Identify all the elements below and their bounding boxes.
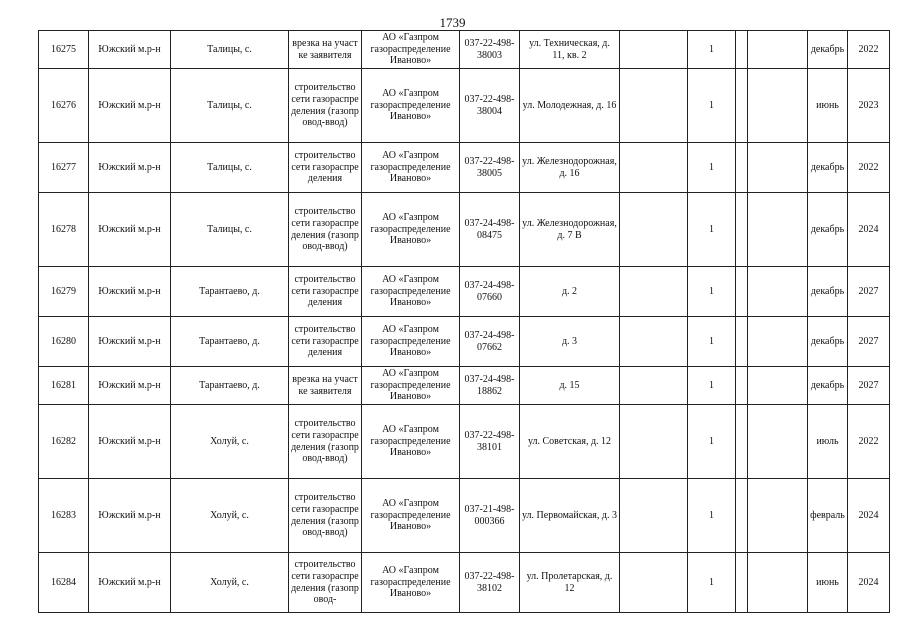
month-cell: декабрь [808,143,848,193]
empty-cell [620,479,688,553]
year-cell: 2027 [848,367,890,405]
organization-cell: АО «Газпром газораспределение Иваново» [362,405,460,479]
district-cell: Южский м.р-н [89,31,171,69]
empty-cell [748,317,808,367]
empty-cell [620,553,688,613]
spacer-cell [736,553,748,613]
object-code-cell: 037-22-498-38101 [460,405,520,479]
empty-cell [748,143,808,193]
work-type-cell: строительство сети газораспределения (газопровод-ввод) [289,69,362,143]
table-row [39,405,890,479]
organization-cell: АО «Газпром газораспределение Иваново» [362,193,460,267]
object-code-cell: 037-22-498-38003 [460,31,520,69]
empty-cell [620,367,688,405]
empty-cell [620,193,688,267]
table-row [39,267,890,317]
object-code-cell: 037-22-498-38005 [460,143,520,193]
year-cell: 2024 [848,553,890,613]
row-number-cell: 16278 [39,193,89,267]
table-row [39,317,890,367]
row-number-cell: 16284 [39,553,89,613]
district-cell: Южский м.р-н [89,553,171,613]
row-number-cell: 16275 [39,31,89,69]
quantity-cell: 1 [688,367,736,405]
empty-cell [748,405,808,479]
object-code-cell: 037-24-498-07660 [460,267,520,317]
empty-cell [748,479,808,553]
organization-cell: АО «Газпром газораспределение Иваново» [362,69,460,143]
district-cell: Южский м.р-н [89,143,171,193]
row-number-cell: 16277 [39,143,89,193]
locality-cell: Талицы, с. [171,69,289,143]
object-code-cell: 037-24-498-18862 [460,367,520,405]
locality-cell: Тарантаево, д. [171,367,289,405]
quantity-cell: 1 [688,405,736,479]
organization-cell: АО «Газпром газораспределение Иваново» [362,553,460,613]
month-cell: декабрь [808,267,848,317]
locality-cell: Холуй, с. [171,553,289,613]
address-cell: ул. Пролетарская, д. 12 [520,553,620,613]
district-cell: Южский м.р-н [89,317,171,367]
district-cell: Южский м.р-н [89,367,171,405]
locality-cell: Тарантаево, д. [171,267,289,317]
quantity-cell: 1 [688,69,736,143]
organization-cell: АО «Газпром газораспределение Иваново» [362,367,460,405]
table-row [39,479,890,553]
district-cell: Южский м.р-н [89,69,171,143]
empty-cell [748,193,808,267]
gasification-table [38,30,890,613]
empty-cell [620,317,688,367]
empty-cell [620,69,688,143]
address-cell: ул. Железнодорожная, д. 7 В [520,193,620,267]
table-row [39,367,890,405]
year-cell: 2027 [848,267,890,317]
object-code-cell: 037-24-498-08475 [460,193,520,267]
row-number-cell: 16283 [39,479,89,553]
quantity-cell: 1 [688,31,736,69]
spacer-cell [736,31,748,69]
year-cell: 2023 [848,69,890,143]
work-type-cell: строительство сети газораспределения (газопровод-ввод) [289,193,362,267]
spacer-cell [736,69,748,143]
month-cell: июнь [808,69,848,143]
month-cell: декабрь [808,317,848,367]
address-cell: ул. Железнодорожная, д. 16 [520,143,620,193]
work-type-cell: строительство сети газораспределения (газопровод-ввод) [289,405,362,479]
month-cell: июль [808,405,848,479]
quantity-cell: 1 [688,553,736,613]
spacer-cell [736,367,748,405]
row-number-cell: 16280 [39,317,89,367]
locality-cell: Холуй, с. [171,479,289,553]
year-cell: 2022 [848,405,890,479]
year-cell: 2024 [848,479,890,553]
table-body [39,31,890,613]
year-cell: 2022 [848,31,890,69]
table-row [39,143,890,193]
locality-cell: Тарантаево, д. [171,317,289,367]
empty-cell [748,553,808,613]
quantity-cell: 1 [688,479,736,553]
object-code-cell: 037-22-498-38004 [460,69,520,143]
empty-cell [748,31,808,69]
month-cell: декабрь [808,31,848,69]
row-number-cell: 16279 [39,267,89,317]
month-cell: июнь [808,553,848,613]
address-cell: д. 2 [520,267,620,317]
empty-cell [748,69,808,143]
row-number-cell: 16276 [39,69,89,143]
year-cell: 2027 [848,317,890,367]
month-cell: декабрь [808,367,848,405]
district-cell: Южский м.р-н [89,479,171,553]
object-code-cell: 037-22-498-38102 [460,553,520,613]
address-cell: ул. Советская, д. 12 [520,405,620,479]
spacer-cell [736,479,748,553]
work-type-cell: строительство сети газораспределения [289,143,362,193]
work-type-cell: врезка на участке заявителя [289,367,362,405]
spacer-cell [736,267,748,317]
table-row [39,69,890,143]
organization-cell: АО «Газпром газораспределение Иваново» [362,317,460,367]
row-number-cell: 16282 [39,405,89,479]
spacer-cell [736,317,748,367]
quantity-cell: 1 [688,143,736,193]
organization-cell: АО «Газпром газораспределение Иваново» [362,31,460,69]
locality-cell: Талицы, с. [171,193,289,267]
quantity-cell: 1 [688,317,736,367]
work-type-cell: строительство сети газораспределения (газопровод-ввод) [289,479,362,553]
address-cell: д. 15 [520,367,620,405]
work-type-cell: строительство сети газораспределения [289,267,362,317]
empty-cell [620,31,688,69]
locality-cell: Талицы, с. [171,143,289,193]
empty-cell [620,267,688,317]
month-cell: февраль [808,479,848,553]
locality-cell: Талицы, с. [171,31,289,69]
empty-cell [748,367,808,405]
address-cell: ул. Техническая, д. 11, кв. 2 [520,31,620,69]
address-cell: ул. Первомайская, д. 3 [520,479,620,553]
year-cell: 2024 [848,193,890,267]
work-type-cell: строительство сети газораспределения [289,317,362,367]
table-row [39,31,890,69]
spacer-cell [736,143,748,193]
object-code-cell: 037-24-498-07662 [460,317,520,367]
empty-cell [748,267,808,317]
month-cell: декабрь [808,193,848,267]
quantity-cell: 1 [688,267,736,317]
district-cell: Южский м.р-н [89,405,171,479]
organization-cell: АО «Газпром газораспределение Иваново» [362,143,460,193]
district-cell: Южский м.р-н [89,193,171,267]
quantity-cell: 1 [688,193,736,267]
row-number-cell: 16281 [39,367,89,405]
empty-cell [620,143,688,193]
table-row [39,553,890,613]
object-code-cell: 037-21-498-000366 [460,479,520,553]
district-cell: Южский м.р-н [89,267,171,317]
empty-cell [620,405,688,479]
spacer-cell [736,193,748,267]
work-type-cell: врезка на участке заявителя [289,31,362,69]
spacer-cell [736,405,748,479]
page-number: 1739 [439,15,466,30]
year-cell: 2022 [848,143,890,193]
table-row [39,193,890,267]
locality-cell: Холуй, с. [171,405,289,479]
organization-cell: АО «Газпром газораспределение Иваново» [362,479,460,553]
address-cell: ул. Молодежная, д. 16 [520,69,620,143]
work-type-cell: строительство сети газораспределения (газопровод- [289,553,362,613]
address-cell: д. 3 [520,317,620,367]
organization-cell: АО «Газпром газораспределение Иваново» [362,267,460,317]
